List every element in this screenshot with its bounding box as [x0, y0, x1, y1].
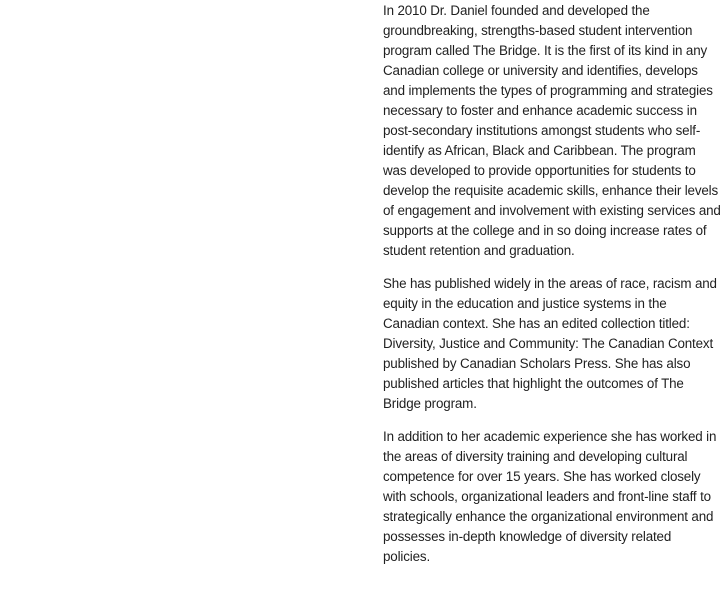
- bio-paragraph-diversity-training: In addition to her academic experience she has worked in the areas of diversity training and developing cultural competence for over 15 years. She has worked closely with schools, organizational leaders and front-line staff to strategically enhance the organizational environment and possesses in-depth knowledge of diversity related policies.: [383, 429, 717, 564]
- bio-paragraph-bridge-program: In 2010 Dr. Daniel founded and developed the groundbreaking, strengths-based student intervention program called The Bridge. It is the first of its kind in any Canadian college or university and identifies, develops and implements the types of programming and strategies necessary to foster and enhance academic success in post-secondary institutions amongst students who self-identify as African, Black and Caribbean. The program was developed to provide opportunities for students to develop the requisite academic skills, enhance their levels of engagement and involvement with existing services and supports at the college and in so doing increase rates of student retention and graduation.: [383, 3, 721, 258]
- bio-text-column: [383, 0, 721, 580]
- bio-paragraph-publications: She has published widely in the areas of race, racism and equity in the education and justice systems in the Canadian context. She has an edited collection titled: Diversity, Justice and Community: The Canadian Context published by Canadian Scholars Press. She has also published articles that highlight the outcomes of The Bridge program.: [383, 276, 717, 411]
